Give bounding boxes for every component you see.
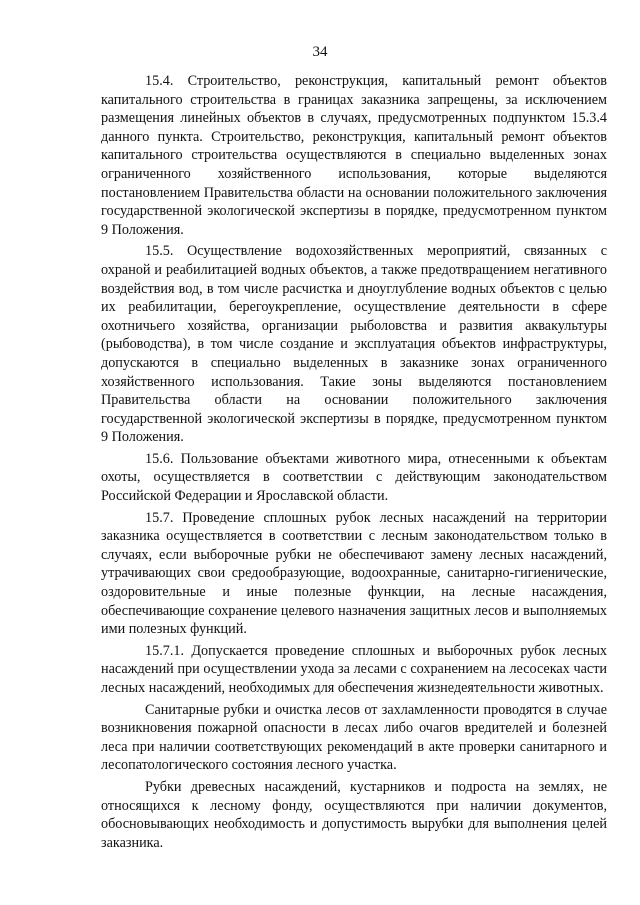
paragraph-15-4: 15.4. Строительство, реконструкция, капитальный ремонт объектов капитального строительства в границах заказника запрещены, за исключением размещения линейных объектов в случаях, предусмотренных подпунктом 15.3.4 данного пункта. Строительство, реконструкция, капитальный ремонт объектов капитального строительства осуществляются в специально выделенных зонах ограниченного хозяйственного использования, которые выделяются постановлением Правительства области на основании положительного заключения государственной экологической экспертизы в порядке, предусмотренном пунктом 9 Положения. <box>101 73 607 238</box>
paragraph-15-6: 15.6. Пользование объектами животного мира, отнесенными к объектам охоты, осуществляется в соответствии с действующим законодательством Российской Федерации и Ярославской области. <box>101 450 607 505</box>
paragraph-15-7: 15.7. Проведение сплошных рубок лесных насаждений на территории заказника осуществляется в соответствии с лесным законодательством только в случаях, если выборочные рубки не обеспечивают замену лесных насаждений, утрачивающих свои средообразующие, водоохранные, санитарно-гигиенические, оздоровительные и иные полезные функции, на лесные насаждения, обеспечивающие сохранение целевого назначения защитных лесов и выполняемых ими полезных функций. <box>101 509 607 638</box>
paragraph-15-5: 15.5. Осуществление водохозяйственных мероприятий, связанных с охраной и реабилитацией водных объектов, а также предотвращением негативного воздействия вод, в том числе расчистка и дноуглубление водных объектов с целью их реабилитации, берегоукрепление, осуществление деятельности в сфере охотничьего хозяйства, организации рыболовства и развития аквакультуры (рыбоводства), в том числе создание и эксплуатация объектов инфраструктуры, допускаются в специально выделенных в заказнике зонах ограниченного хозяйственного использования. Такие зоны выделяются постановлением Правительства области на основании положительного заключения государственной экологической экспертизы в порядке, предусмотренном пунктом 9 Положения. <box>101 243 607 446</box>
page-number: 34 <box>312 44 328 60</box>
document-body <box>101 72 607 855</box>
paragraph-sanitary-cutting: Санитарные рубки и очистка лесов от захламленности проводятся в случае возникновения пожарной опасности в лесах либо очагов вредителей и болезней леса при наличии соответствующих рекомендаций в акте проверки санитарного и лесопатологического состояния лесного участка. <box>101 701 607 774</box>
paragraph-non-forest-cutting: Рубки древесных насаждений, кустарников и подроста на землях, не относящихся к лесному фонду, осуществляются при наличии документов, обосновывающих необходимость и допустимость вырубки для выполнения целей заказника. <box>101 778 607 851</box>
paragraph-15-7-1: 15.7.1. Допускается проведение сплошных и выборочных рубок лесных насаждений при осуществлении ухода за лесами с сохранением на лесосеках части лесных насаждений, необходимых для обеспечения жизнедеятельности животных. <box>101 642 607 696</box>
